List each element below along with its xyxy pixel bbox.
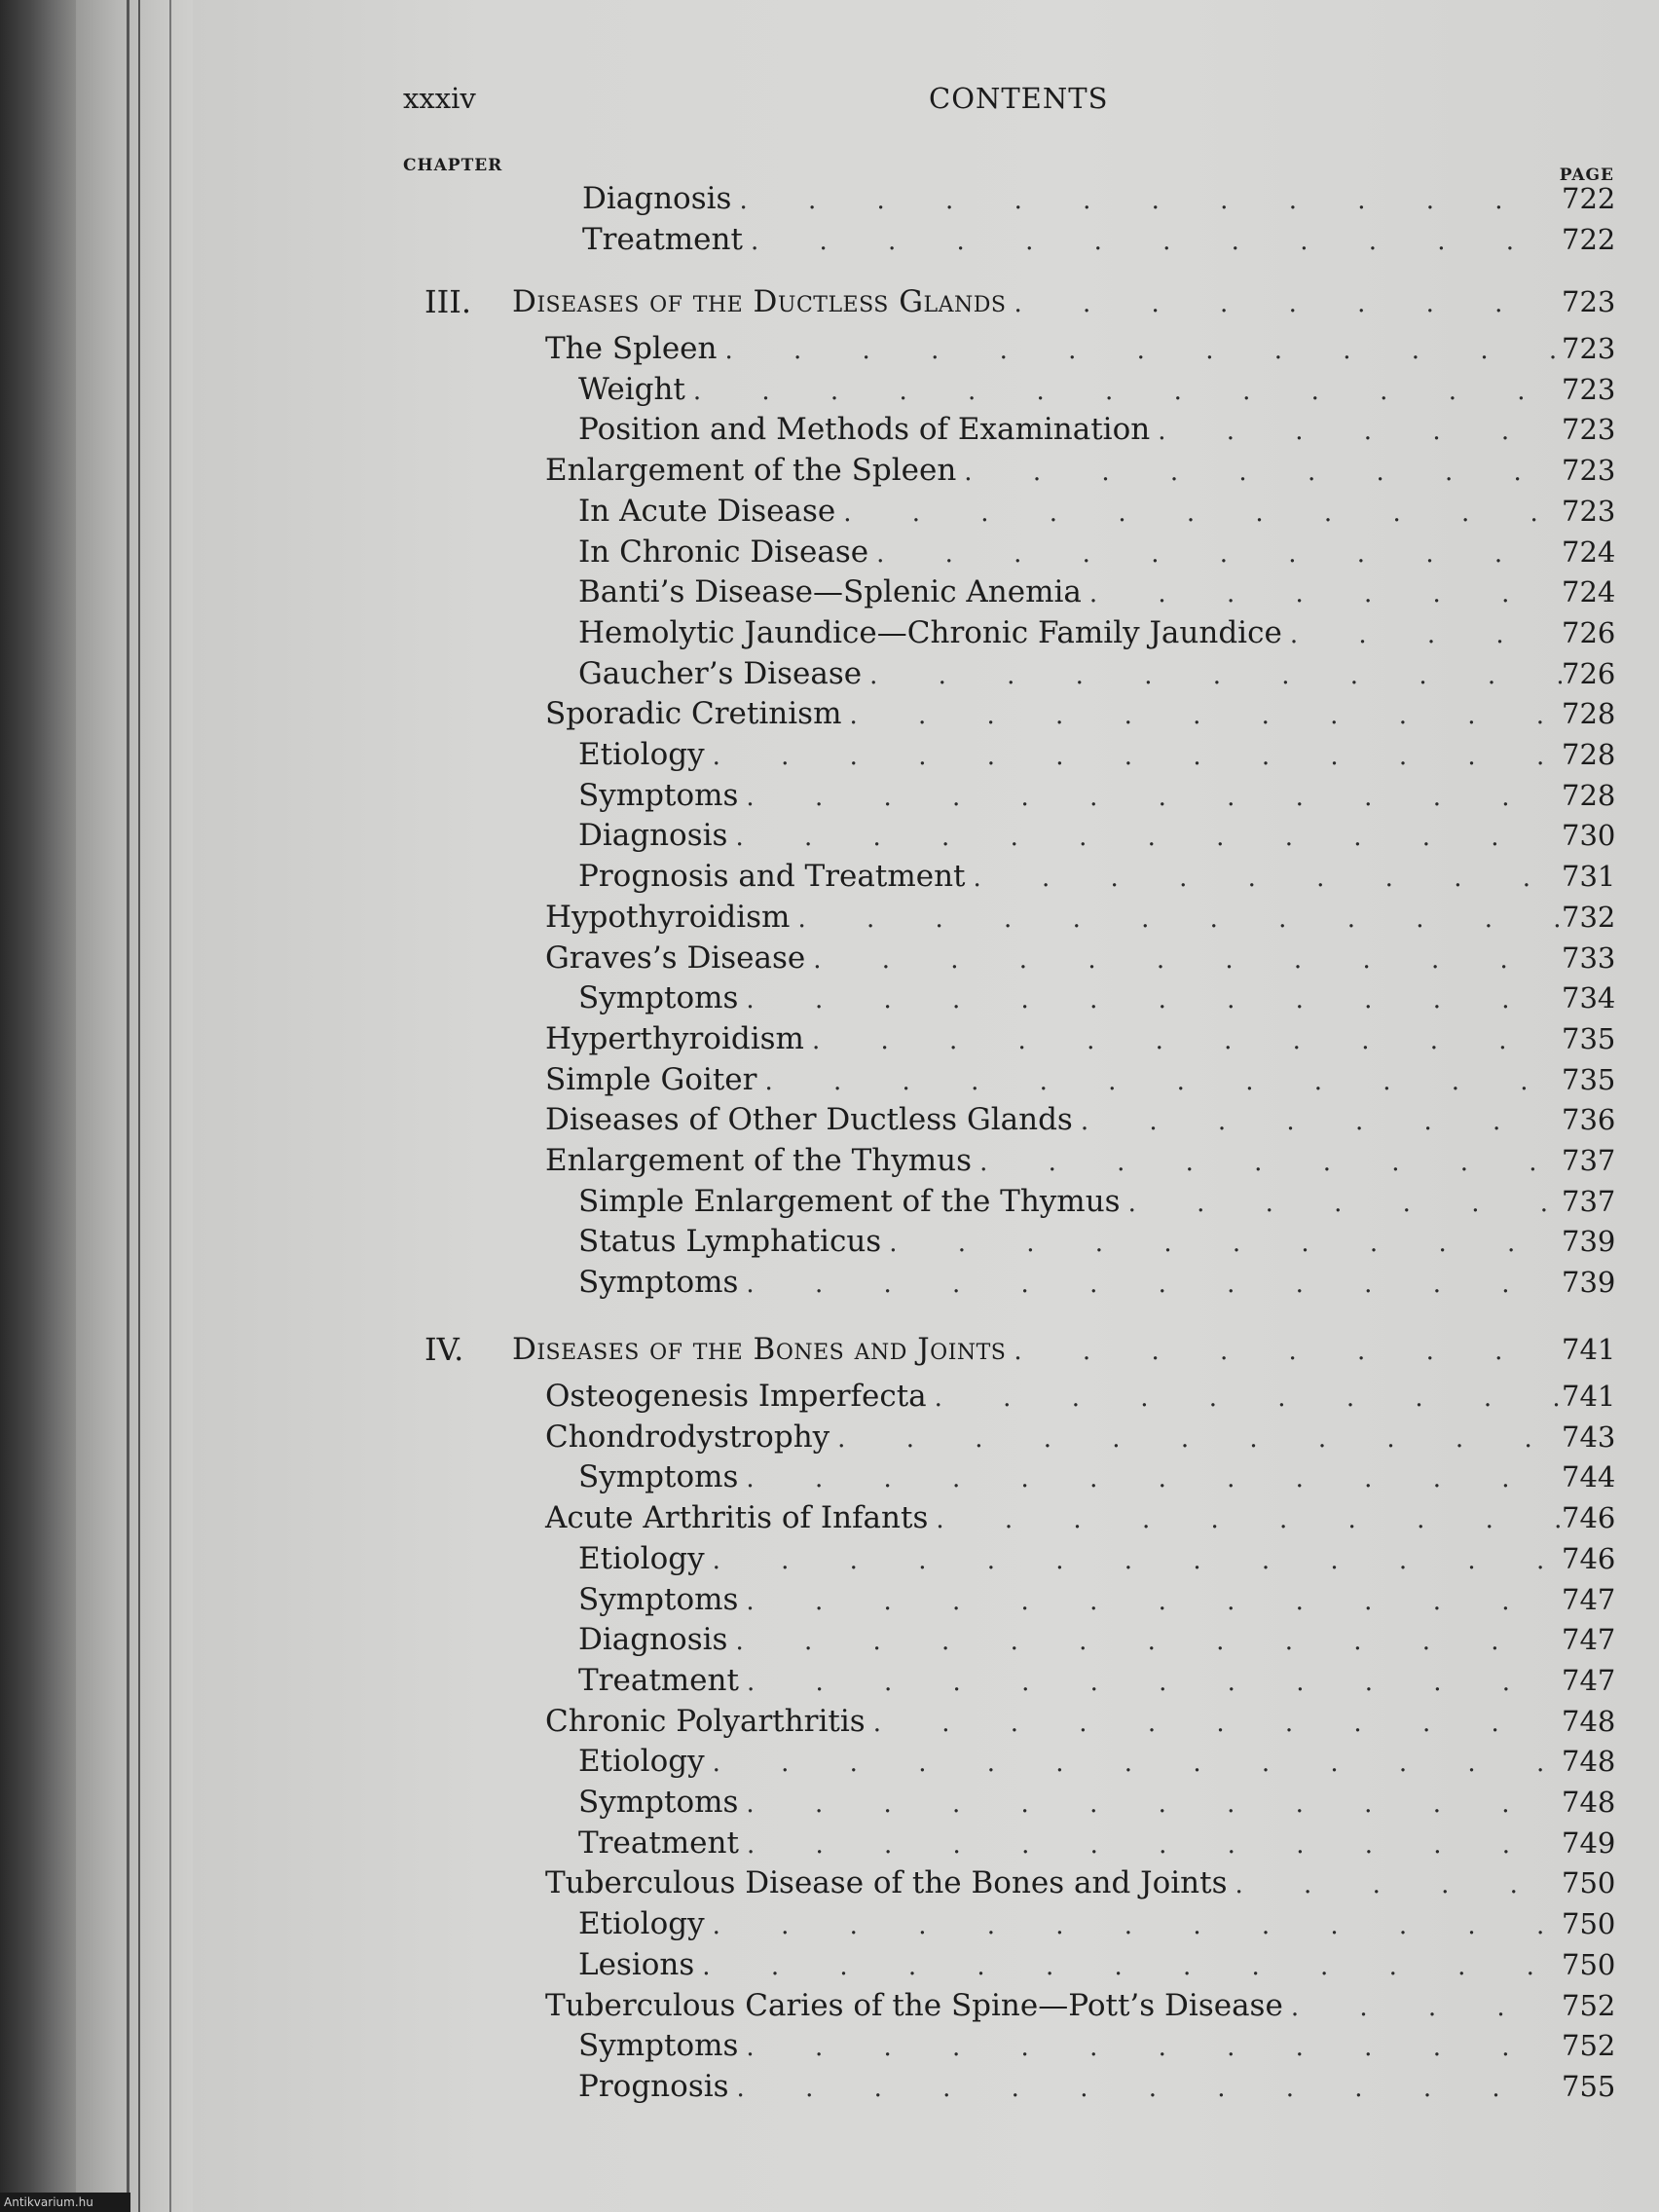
toc-entry-label: Sporadic Cretinism (545, 696, 842, 732)
dot-leader (1128, 1184, 1562, 1223)
toc-page-number: 750 (1562, 1866, 1616, 1900)
toc-page-number: 749 (1562, 1825, 1616, 1860)
toc-entry (545, 939, 1614, 977)
dot-leader (869, 656, 1562, 695)
toc-entry (578, 370, 1614, 409)
toc-page-number: 723 (1562, 372, 1616, 406)
chapter-numeral: IV. (424, 1331, 464, 1368)
toc-entry (545, 1418, 1614, 1456)
toc-page-number: 735 (1562, 1021, 1616, 1055)
toc-page-number: 731 (1562, 860, 1616, 894)
toc-entry (582, 220, 1614, 259)
toc-page-number: 723 (1562, 454, 1616, 488)
dot-leader (746, 1785, 1562, 1824)
dot-leader (812, 1021, 1562, 1060)
toc-page-number: 743 (1562, 1419, 1616, 1454)
toc-page-number: 722 (1562, 182, 1616, 215)
toc-entry (545, 1100, 1614, 1139)
dot-leader (751, 222, 1562, 261)
dot-leader (843, 494, 1562, 533)
toc-entry (545, 1019, 1614, 1058)
dot-leader (702, 1947, 1562, 1986)
toc-entry-label: Diagnosis (578, 818, 728, 854)
toc-entry-label: Chondrodystrophy (545, 1419, 830, 1455)
toc-entry (545, 1141, 1614, 1180)
toc-entry-label: Weight (578, 371, 685, 407)
toc-page-number: 750 (1562, 1947, 1616, 1981)
toc-page-number: 724 (1562, 575, 1616, 609)
dot-leader (746, 1582, 1562, 1621)
toc-entry (578, 2067, 1614, 2106)
dot-leader (849, 696, 1562, 735)
dot-leader (1235, 1865, 1562, 1904)
toc-entry-label: The Spleen (545, 331, 718, 366)
toc-entry-label: Banti’s Disease—Splenic Anemia (578, 574, 1082, 610)
toc-page-number: 732 (1562, 900, 1616, 934)
dot-leader (746, 1459, 1562, 1498)
toc-entry (578, 1580, 1614, 1619)
toc-entry-label: Status Lymphaticus (578, 1224, 882, 1260)
toc-entry (578, 735, 1614, 774)
toc-page-number: 748 (1562, 1786, 1616, 1819)
toc-entry-label: Treatment (578, 1662, 739, 1698)
toc-entry (578, 978, 1614, 1017)
toc-page-number: 741 (1562, 1333, 1616, 1366)
toc-page-number: 734 (1562, 981, 1616, 1015)
toc-page-number: 748 (1562, 1704, 1616, 1738)
chapter-title: Diseases of the Bones and Joints (512, 1332, 1007, 1367)
toc-entry (578, 816, 1614, 855)
dot-leader (876, 535, 1562, 573)
toc-page-number: 750 (1562, 1907, 1616, 1941)
toc-page-number: 728 (1562, 778, 1616, 812)
toc-entry (578, 1182, 1614, 1221)
toc-page-number: 737 (1562, 1144, 1616, 1177)
dot-leader (739, 181, 1562, 220)
toc-page-number: 752 (1562, 1988, 1616, 2022)
toc-page-number: 724 (1562, 535, 1616, 569)
dot-leader (747, 1663, 1562, 1702)
toc-entry (578, 1824, 1614, 1862)
dot-leader (725, 331, 1563, 370)
toc-entry-label: Lesions (578, 1946, 695, 1982)
toc-page-number: 746 (1562, 1541, 1616, 1575)
toc-entry-label: Enlargement of the Thymus (545, 1143, 973, 1178)
toc-entry (578, 1783, 1614, 1822)
toc-entry-label: In Acute Disease (578, 493, 836, 529)
toc-entry-label: Gaucher’s Disease (578, 655, 863, 691)
toc-entry-label: Position and Methods of Examination (578, 412, 1151, 448)
dot-leader (746, 2028, 1562, 2067)
dot-leader (797, 900, 1562, 939)
toc-entry (545, 1702, 1614, 1741)
toc-page-number: 735 (1562, 1062, 1616, 1096)
toc-entry (578, 613, 1614, 652)
chapter-heading (512, 282, 1614, 321)
dot-leader (713, 1541, 1562, 1580)
toc-entry-label: Enlargement of the Spleen (545, 453, 957, 489)
page-title: CONTENTS (929, 82, 1109, 115)
toc-entry-label: Hypothyroidism (545, 899, 791, 935)
toc-page-number: 728 (1562, 738, 1616, 771)
toc-page-number: 748 (1562, 1745, 1616, 1779)
toc-entry (545, 329, 1614, 368)
toc-entry-label: Symptoms (578, 1581, 739, 1617)
toc-page-number: 723 (1562, 285, 1616, 318)
toc-entry-label: Symptoms (578, 1459, 739, 1495)
toc-entry (545, 1377, 1614, 1416)
dot-leader (693, 372, 1562, 411)
toc-entry-label: Symptoms (578, 777, 739, 813)
toc-entry (578, 533, 1614, 571)
watermark: Antikvarium.hu (0, 2193, 130, 2212)
chapter-heading (512, 1330, 1614, 1369)
dot-leader (764, 1062, 1562, 1101)
dot-leader (979, 1143, 1562, 1182)
dot-leader (935, 1379, 1562, 1418)
toc-entry (578, 410, 1614, 449)
toc-page-number: 744 (1562, 1460, 1616, 1494)
toc-entry-label: Graves’s Disease (545, 940, 806, 976)
dot-leader (974, 859, 1563, 898)
toc-entry (545, 694, 1614, 733)
toc-entry-label: Treatment (582, 222, 743, 257)
dot-leader (713, 1906, 1562, 1945)
toc-entry (545, 898, 1614, 937)
toc-entry-label: Tuberculous Caries of the Spine—Pott’s Disease (545, 1987, 1283, 2023)
toc-entry-label: Hyperthyroidism (545, 1020, 804, 1056)
toc-entry (578, 1263, 1614, 1302)
toc-entry-label: Osteogenesis Imperfecta (545, 1379, 927, 1414)
dot-leader (813, 940, 1562, 979)
toc-entry (578, 857, 1614, 896)
dot-leader (746, 778, 1562, 817)
toc-entry (578, 1661, 1614, 1700)
chapter-title: Diseases of the Ductless Glands (512, 284, 1007, 319)
toc-page-number: 726 (1562, 656, 1616, 690)
dot-leader (746, 1265, 1562, 1304)
toc-entry-label: Diagnosis (578, 1622, 728, 1658)
dot-leader (1014, 284, 1562, 323)
toc-entry (578, 1904, 1614, 1943)
page-folio: xxxiv (403, 82, 476, 115)
toc-entry (545, 1060, 1614, 1099)
dot-leader (837, 1419, 1562, 1458)
toc-page-number: 726 (1562, 615, 1616, 649)
dot-leader (713, 1744, 1562, 1783)
toc-entry (578, 572, 1614, 611)
toc-entry-label: Hemolytic Jaundice—Chronic Family Jaundice (578, 614, 1282, 650)
dot-leader (713, 737, 1562, 776)
dot-leader (1089, 574, 1562, 613)
dot-leader (964, 453, 1562, 492)
toc-page-number: 755 (1562, 2069, 1616, 2103)
toc-entry (545, 1498, 1614, 1537)
toc-entry (545, 1863, 1614, 1902)
toc-entry-label: Prognosis and Treatment (578, 859, 966, 895)
dot-leader (889, 1224, 1562, 1263)
toc-page-number: 747 (1562, 1663, 1616, 1697)
toc-entry (545, 451, 1614, 490)
dot-leader (746, 980, 1562, 1019)
toc-entry-label: Diseases of Other Ductless Glands (545, 1102, 1073, 1138)
dot-leader (1014, 1332, 1562, 1371)
toc-page-number: 723 (1562, 494, 1616, 528)
toc-page-number: 746 (1562, 1501, 1616, 1535)
dot-leader (936, 1500, 1562, 1539)
dot-leader (1081, 1102, 1562, 1141)
toc-entry-label: Simple Enlargement of the Thymus (578, 1183, 1121, 1219)
toc-entry (578, 1945, 1614, 1984)
toc-entry-label: Symptoms (578, 1265, 739, 1301)
toc-page-number: 728 (1562, 697, 1616, 731)
toc-page-number: 739 (1562, 1266, 1616, 1300)
toc-entry (578, 1222, 1614, 1261)
page-column-label: PAGE (1559, 166, 1614, 185)
chapter-numeral: III. (424, 283, 472, 320)
toc-entry-label: Etiology (578, 1744, 705, 1780)
toc-entry (578, 776, 1614, 815)
toc-entry-label: Etiology (578, 1906, 705, 1942)
dot-leader (737, 2069, 1562, 2108)
toc-entry-label: Treatment (578, 1825, 739, 1861)
dot-leader (735, 1622, 1562, 1661)
toc-entry (578, 492, 1614, 531)
toc-page-number: 730 (1562, 819, 1616, 853)
dot-leader (1158, 412, 1562, 451)
toc-entry-label: Etiology (578, 1540, 705, 1576)
dot-leader (1291, 1988, 1562, 2027)
toc-entry (578, 1620, 1614, 1659)
toc-page-number: 741 (1562, 1380, 1616, 1413)
toc-entry-label: Chronic Polyarthritis (545, 1703, 866, 1739)
toc-entry (582, 179, 1614, 218)
toc-page-number: 739 (1562, 1225, 1616, 1259)
toc-entry-label: Symptoms (578, 980, 739, 1016)
toc-entry (578, 1457, 1614, 1496)
toc-entry (578, 1742, 1614, 1781)
toc-entry-label: In Chronic Disease (578, 534, 869, 570)
toc-page-number: 747 (1562, 1582, 1616, 1616)
toc-entry (545, 1986, 1614, 2025)
toc-page-number: 752 (1562, 2029, 1616, 2063)
toc-page-number: 737 (1562, 1184, 1616, 1218)
toc-entry (578, 1539, 1614, 1578)
toc-entry-label: Etiology (578, 737, 705, 772)
dot-leader (873, 1704, 1562, 1743)
toc-entry-label: Acute Arthritis of Infants (545, 1500, 929, 1536)
toc-page-number: 736 (1562, 1103, 1616, 1137)
toc-entry-label: Symptoms (578, 1785, 739, 1820)
toc-entry-label: Prognosis (578, 2068, 729, 2104)
toc-entry (578, 654, 1614, 693)
toc-page-number: 722 (1562, 223, 1616, 256)
dot-leader (747, 1825, 1562, 1864)
toc-entry-label: Tuberculous Disease of the Bones and Joints (545, 1865, 1228, 1901)
toc-entry-label: Symptoms (578, 2028, 739, 2064)
dot-leader (735, 818, 1562, 857)
toc-entry-label: Simple Goiter (545, 1061, 757, 1097)
toc-page-number: 723 (1562, 332, 1616, 365)
toc-page-number: 723 (1562, 413, 1616, 447)
dot-leader (1290, 615, 1562, 654)
chapter-column-label: CHAPTER (403, 156, 503, 175)
toc-page-number: 733 (1562, 940, 1616, 975)
toc-entry-label: Diagnosis (582, 181, 732, 216)
toc-entry (578, 2026, 1614, 2065)
toc-page-number: 747 (1562, 1623, 1616, 1657)
